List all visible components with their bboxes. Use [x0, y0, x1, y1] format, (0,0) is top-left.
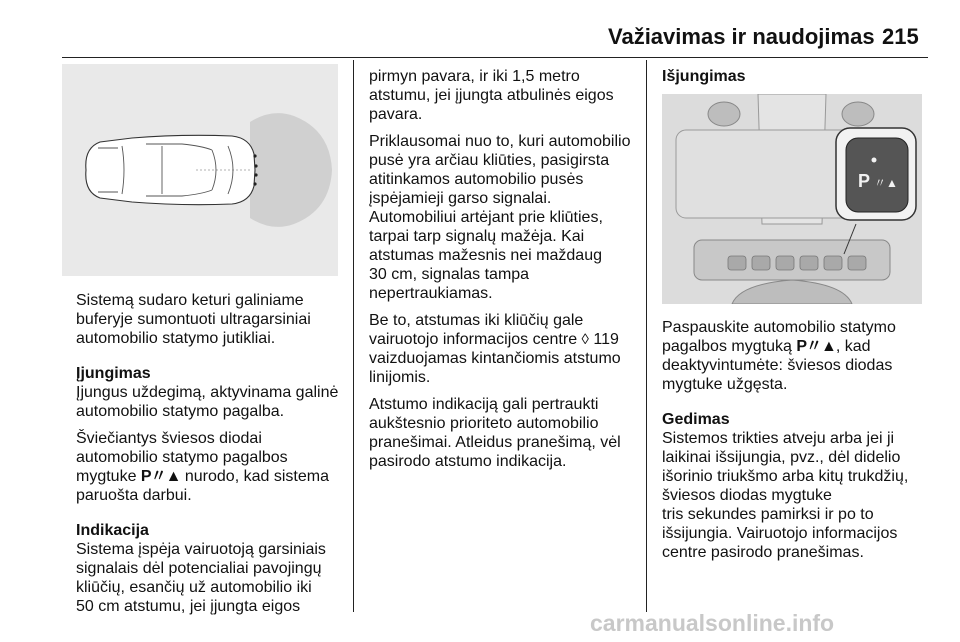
heading-fault: Gedimas — [662, 411, 730, 428]
header-rule — [62, 57, 928, 58]
heading-indication: Indikacija — [76, 522, 149, 539]
column-divider-2 — [646, 60, 647, 612]
column-divider-1 — [353, 60, 354, 612]
column-3-text — [662, 318, 937, 570]
page-number: 215 — [882, 24, 919, 49]
watermark-text: carmanualsonline.info — [590, 610, 835, 636]
priority-messages-paragraph: Atstumo indikaciją gali pertraukti aukštesnio prioriteto automobilio pranešimai. Atleidus pranešimą, vėl pasirodo atstumo indikacija. — [369, 396, 621, 470]
heading-activation: Įjungimas — [76, 365, 151, 382]
button-callout-zoom — [836, 128, 916, 220]
center-console-illustration — [662, 94, 922, 304]
figure-car-sensor-zone — [62, 64, 338, 276]
page-header-title: Važiavimas ir naudojimas — [608, 24, 875, 49]
park-assist-symbol-on-button: P — [858, 171, 871, 191]
distance-lines-paragraph: Be to, atstumas iki kliūčių gale vairuotojo informacijos centre ◊ 119 vaizduojamas kintančiomis atstumo linijomis. — [369, 312, 621, 386]
heading-deactivation: Išjungimas — [662, 68, 746, 85]
figure-console-button — [662, 94, 922, 304]
activation-paragraph: Įjungus uždegimą, aktyvinama galinė automobilio statymo pagalba. — [76, 384, 339, 420]
arrow-right-icon: ◊ — [581, 331, 589, 348]
page-reference-link[interactable]: 119 — [593, 331, 619, 348]
park-assist-button-icon: P〃▲ — [140, 468, 181, 485]
warning-signals-paragraph: Priklausomai nuo to, kuri automobilio pusė yra arčiau kliūties, pasigirsta atitinkamos automobilio pusės įspėjamieji garso signalai. Automobiliui artėjant prie kliūties, tarpai tarp signalų mažėja. Kai atstumas mažesnis nei maždaug 30 cm, signalas tampa nepertraukiamas. — [369, 133, 631, 302]
led-paragraph: Šviečiantys šviesos diodai automobilio statymo pagalbos mygtuke P〃▲ nurodo, kad sistema paruošta darbui. — [76, 430, 329, 504]
column-2-text — [369, 67, 644, 479]
column-1-text — [76, 291, 351, 624]
forward-gear-paragraph: pirmyn pavara, ir iki 1,5 metro atstumu, jei įjungta atbulinės eigos pavara. — [369, 68, 614, 123]
deactivation-paragraph: Paspauskite automobilio statymo pagalbos mygtuką P〃▲, kad deaktyvintumėte: šviesos diodas mygtuke užgęsta. — [662, 319, 896, 393]
intro-paragraph: Sistemą sudaro keturi galiniame buferyje sumontuoti ultragarsiniai automobilio statymo jutikliai. — [76, 292, 311, 347]
car-top-view-illustration — [62, 64, 338, 276]
indication-paragraph: Sistema įspėja vairuotoją garsiniais signalais dėl potencialiai pavojingų kliūčių, esančių už automobilio iki 50 cm atstumu, jei įjungta eigos — [76, 541, 326, 615]
fault-paragraph: Sistemos trikties atveju arba jei ji laikinai išsijungia, pvz., dėl didelio išorinio triukšmo arba kitų trukdžių, šviesos diodas mygtuke tris sekundes pamirksi ir po to išsijungia. Vairuotojo informacijos centre pasirodo pranešimas. — [662, 430, 909, 561]
park-assist-button-icon-2: P〃▲ — [796, 338, 836, 355]
svg-text:〃▲: 〃▲ — [874, 176, 898, 190]
